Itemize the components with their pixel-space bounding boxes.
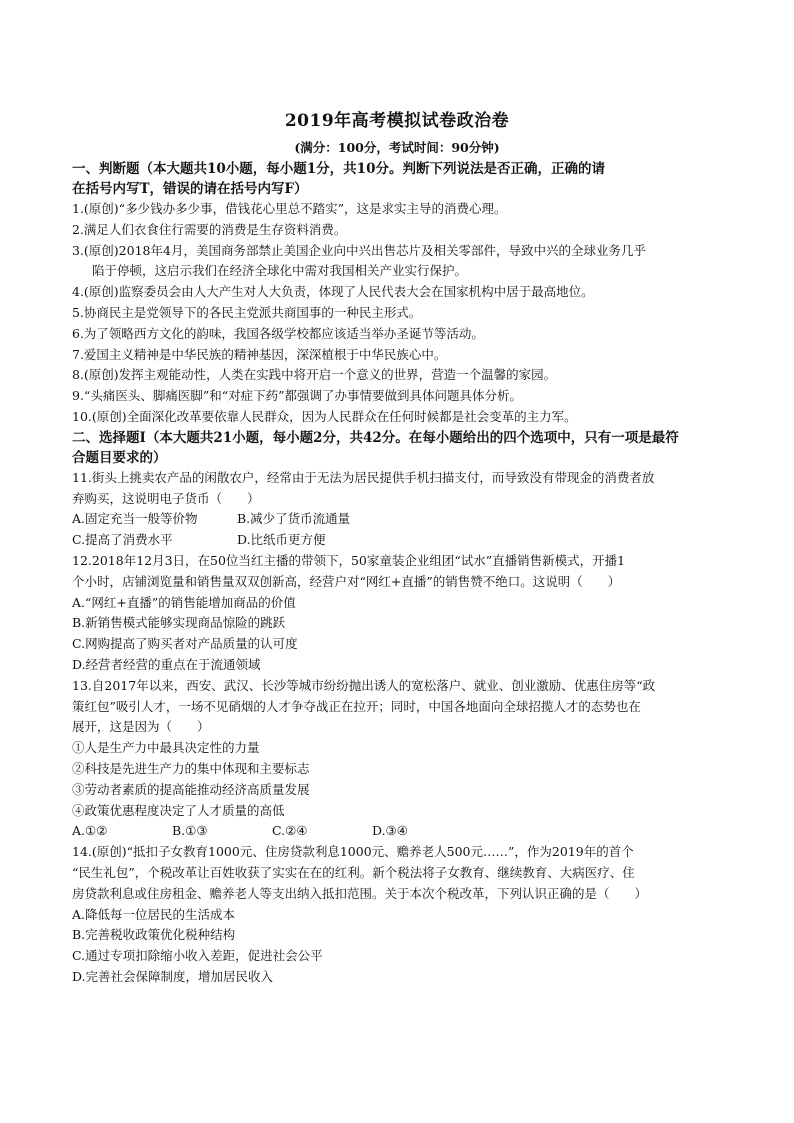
q14-option-b: B.完善税收政策优化税种结构 (72, 927, 236, 943)
q12-option-a: A.“网红+直播”的销售能增加商品的价值 (72, 594, 296, 610)
q13-statement-3: ③劳动者素质的提高能推动经济高质量发展 (72, 781, 310, 797)
q13-option-a: A.①② (72, 823, 108, 839)
judge-item-2: 2.满足人们衣食住行需要的消费是生存资料消费。 (72, 221, 347, 237)
section1-heading: 一、判断题（本大题共10小题，每小题1分，共10分。判断下列说法是否正确，正确的请 (72, 161, 605, 177)
judge-item-6: 6.为了领略西方文化的韵味，我国各级学校都应该适当举办圣诞节等活动。 (72, 325, 484, 341)
section2-heading: 二、选择题Ⅰ（本大题共21小题，每小题2分，共42分。在每小题给出的四个选项中，只有一项是最符 (72, 429, 679, 446)
q11-option-a: A.固定充当一般等价物 (72, 511, 198, 527)
page-subtitle: (满分：100分，考试时间：90分钟) (294, 140, 500, 155)
judge-item-8: 8.(原创)发挥主观能动性，人类在实践中将开启一个意义的世界，营造一个温馨的家园。 (72, 367, 557, 383)
q13-statement-2: ②科技是先进生产力的集中体现和主要标志 (72, 760, 310, 776)
q12-option-b: B.新销售模式能够实现商品惊险的跳跃 (72, 615, 286, 631)
q13-statement-4: ④政策优惠程度决定了人才质量的高低 (72, 802, 285, 818)
q13-option-d: D.③④ (372, 823, 408, 839)
section1-heading-cont: 在括号内写T，错误的请在括号内写F） (72, 181, 308, 197)
q13-statement-1: ①人是生产力中最具决定性的力量 (72, 740, 260, 756)
q11-options-row2 (72, 530, 724, 551)
q13-option-c: C.②④ (272, 823, 308, 839)
judge-item-5: 5.协商民主是党领导下的各民主党派共商国事的一种民主形式。 (72, 304, 422, 320)
judge-item-7: 7.爱国主义精神是中华民族的精神基因，深深植根于中华民族心中。 (72, 346, 447, 362)
judge-item-3-cont: 陷于停顿，这启示我们在经济全球化中需对我国相关产业实行保护。 (92, 263, 468, 279)
q14-option-a: A.降低每一位居民的生活成本 (72, 906, 236, 922)
q11-options-row1 (72, 509, 724, 530)
q12-option-d: D.经营者经营的重点在于流通领域 (72, 656, 261, 672)
q14-stem-cont2: 房贷款利息或住房租金、赡养老人等支出纳入抵扣范围。关于本次个税改革，下列认识正确的是（ ） (72, 885, 648, 901)
q11-option-b: B.减少了货币流通量 (237, 511, 351, 527)
q12-stem-cont: 个小时，店铺浏览量和销售量双双创新高，经营户对“网红+直播”的销售赞不绝口。这说明（ ） (72, 573, 621, 589)
exam-content (72, 159, 724, 988)
section2-heading-cont: 合题目要求的） (72, 449, 167, 466)
judge-item-4: 4.(原创)监察委员会由人大产生对人大负责，体现了人民代表大会在国家机构中居于最高地位。 (72, 284, 594, 300)
judge-item-3: 3.(原创)2018年4月，美国商务部禁止美国企业向中兴出售芯片及相关零部件，导致中兴的全球业务几乎 (72, 242, 646, 258)
q14-stem: 14.(原创)“抵扣子女教育1000元、住房贷款利息1000元、赡养老人500元……”，作为2019年的首个 (72, 844, 634, 860)
q11-option-c: C.提高了消费水平 (72, 532, 173, 548)
judge-item-1: 1.(原创)“多少钱办多少事，借钱花心里总不踏实”，这是求实主导的消费心理。 (72, 201, 507, 216)
q13-stem-cont: 策红包”吸引人才，一场不见硝烟的人才争夺战正在拉开；同时，中国各地面向全球招揽人才的态势也在 (72, 698, 641, 714)
q12-stem: 12.2018年12月3日，在50位当红主播的带领下，50家童装企业组团“试水”直播销售新模式，开播1 (72, 552, 626, 568)
q14-stem-cont: “民生礼包”，个税改革让百姓收获了实实在在的红利。新个税法将子女教育、继续教育、大病医疗、住 (72, 864, 635, 880)
judge-item-9: 9.“头痛医头、脚痛医脚”和“对症下药”都强调了办事情要做到具体问题具体分析。 (72, 388, 522, 404)
page-title: 2019年高考模拟试卷政治卷 (284, 111, 510, 131)
q14-option-c: C.通过专项扣除缩小收入差距，促进社会公平 (72, 948, 323, 964)
q13-stem: 13.自2017年以来，西安、武汉、长沙等城市纷纷抛出诱人的宽松落户、就业、创业激励、优惠住房等“政 (72, 677, 656, 693)
judge-item-10: 10.(原创)全面深化改革要依靠人民群众，因为人民群众在任何时候都是社会变革的主力军。 (72, 408, 577, 424)
q13-option-b: B.①③ (172, 823, 208, 839)
q11-option-d: D.比纸币更方便 (237, 532, 326, 548)
q13-stem-cont2: 展开，这是因为（ ） (72, 719, 210, 735)
q13-options-row (72, 821, 724, 842)
q12-option-c: C.网购提高了购买者对产品质量的认可度 (72, 636, 298, 652)
q14-option-d: D.完善社会保障制度，增加居民收入 (72, 968, 274, 984)
q11-stem-cont: 弃购买，这说明电子货币（ ） (72, 490, 260, 506)
q11-stem: 11.街头上挑卖农产品的闲散农户，经常由于无法为居民提供手机扫描支付，而导致没有带现金的消费者放 (72, 469, 655, 485)
